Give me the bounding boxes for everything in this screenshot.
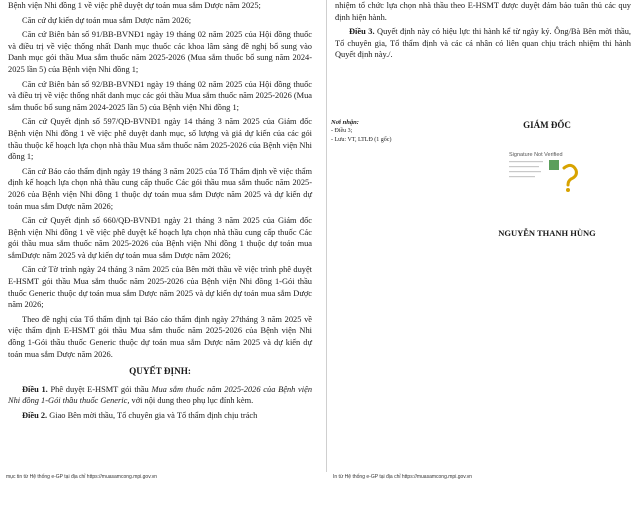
right-page-text (335, 0, 631, 64)
paragraph-1: Căn cứ dự kiến dự toán mua sắm Dược năm 2026; (22, 15, 192, 25)
article-1-label: Điều 1. (22, 384, 48, 394)
paragraph-8: Theo đề nghị của Tổ thẩm định tại Báo cáo thẩm định ngày 27tháng 3 năm 2025 về việc thẩm định E-HSMT gói thầu Mua sắm thuốc năm 2025-2026 của Bệnh viện Nhi đồng 1-Gói thầu thuốc Generic thuộc dự toán mua sắm Dược năm 2025 và dự kiến dự toán mua sắm Dược năm 2026. (8, 314, 312, 359)
left-page-text (8, 0, 312, 425)
recipients-block (331, 118, 481, 145)
decision-heading: QUYẾT ĐỊNH: (129, 366, 191, 377)
footer-right: In từ Hệ thống e-GP tại địa chỉ https://muasamcong.mpi.gov.vn (333, 474, 473, 480)
signer-name: NGUYỄN THANH HÙNG (498, 228, 596, 238)
recipient-item: - Điều 3; (331, 128, 353, 134)
document-page-left (0, 0, 327, 472)
article-3-text: Quyết định này có hiệu lực thi hành kể từ ngày ký. Ông/Bà Bên mời thầu, Tổ chuyên gia, Tổ thẩm định và các cá nhân có liên quan chịu trách nhiệm thi hành Quyết định này./. (335, 27, 632, 60)
recipients-label: Nơi nhận: (331, 119, 359, 126)
paragraph-5: Căn cứ Báo cáo thẩm định ngày 19 tháng 3 năm 2025 của Tổ Thẩm định về việc thẩm định kế hoạch lựa chọn nhà thầu cung cấp thuốc Các gói thầu mua sắm thuốc năm 2025-2026 của Bệnh viện Nhi đồng 1 thuộc dự toán mua sắm Dược năm 2025 và dự kiến dự toán mua sắm Dược năm 2026; (8, 166, 312, 211)
digital-signature (509, 152, 589, 196)
paragraph-4: Căn cứ Quyết định số 597/QĐ-BVNĐ1 ngày 14 tháng 3 năm 2025 của Giám đốc Bệnh viện Nhi đồng 1 về việc phê duyệt danh mục, số lượng và giá dự kiến của các gói thầu thuộc kế hoạch lựa chọn nhà thầu Mua sắm thuốc năm 2025-2026 của Bệnh viện Nhi đồng 1; (8, 117, 312, 162)
paragraph-7: Căn cứ Tờ trình ngày 24 tháng 3 năm 2025 của Bên mời thầu về việc trình phê duyệt E-HSMT gói thầu Mua sắm thuốc năm 2025-2026 của Bệnh viện Nhi đồng 1-Gói thầu thuốc Generic thuộc dự toán mua sắm Dược năm 2025 và dự kiến dự toán mua sắm Dược năm 2026; (8, 265, 312, 310)
recipient-item: - Lưu: VT, LTLĐ (1 gốc) (331, 137, 392, 143)
article-1-text-b: với nội dung theo phụ lục đính kèm. (129, 396, 254, 406)
article-2-text: Giao Bên mời thầu, Tổ chuyên gia và Tổ thẩm định chịu trách (47, 411, 258, 420)
article-3 (335, 26, 631, 61)
paragraph-0: Bệnh viện Nhi đồng 1 về việc phê duyệt dự toán mua sắm Dược năm 2025; (8, 1, 261, 10)
signer-title: GIÁM ĐỐC (523, 120, 571, 130)
signature-caption: Signature Not Verified (509, 152, 563, 158)
paragraph-3: Căn cứ Biên bản số 92/BB-BVNĐ1 ngày 19 tháng 02 năm 2025 của Hội đồng thuốc và điều trị về việc thống nhất danh mục các gói thầu Mua sắm thuốc năm 2025-2026 (Mua sắm thuốc bổ sung năm 2024-2025 lần 5) của Bệnh viện Nhi đồng 1; (8, 79, 312, 112)
document-page-right (327, 0, 640, 472)
article-3-label: Điều 3. (349, 27, 375, 37)
article-2-label: Điều 2. (22, 411, 48, 420)
paragraph-2: Căn cứ Biên bản số 91/BB-BVNĐ1 ngày 19 tháng 02 năm 2025 của Hội đồng thuốc và điều trị về việc thống nhất Danh mục thuốc các khoa lâm sàng đề nghị bổ sung vào Danh mục gói thầu Mua sắm thuốc năm 2025-2026 (Mua sắm thuốc bổ sung năm 2024-2025 lần 5) của Bệnh viện Nhi đồng 1; (8, 30, 312, 74)
paragraph-6: Căn cứ Quyết định số 660/QĐ-BVNĐ1 ngày 21 tháng 3 năm 2025 của Giám đốc Bệnh viện Nhi đồng 1 về việc phê duyệt kế hoạch lựa chọn nhà thầu cung cấp thuốc Các gói thầu mua sắm thuốc năm 2025-2026 của Bệnh viện Nhi đồng 1 thuộc dự toán mua sắmDược năm 2025 và dự kiến dự toán mua sắm Dược năm 2026; (8, 216, 312, 260)
article-2 (8, 410, 312, 422)
article-1-text-a: Phê duyệt E-HSMT gói thầu (47, 384, 152, 394)
footer-left: mục tin từ Hệ thống e-GP tại địa chỉ https://muasamcong.mpi.gov.vn (6, 474, 158, 480)
article-1-package-name: Mua sắm thuốc năm 2025-2026 của Bệnh viện Nhi đồng 1-Gói thầu thuốc Generic, (8, 384, 312, 406)
continuation-paragraph: nhiệm tổ chức lựa chọn nhà thầu theo E-HSMT được duyệt đảm bảo tuân thủ các quy định hiện hành. (335, 1, 631, 22)
article-1 (8, 384, 312, 407)
signature-verification-icon (509, 158, 589, 194)
